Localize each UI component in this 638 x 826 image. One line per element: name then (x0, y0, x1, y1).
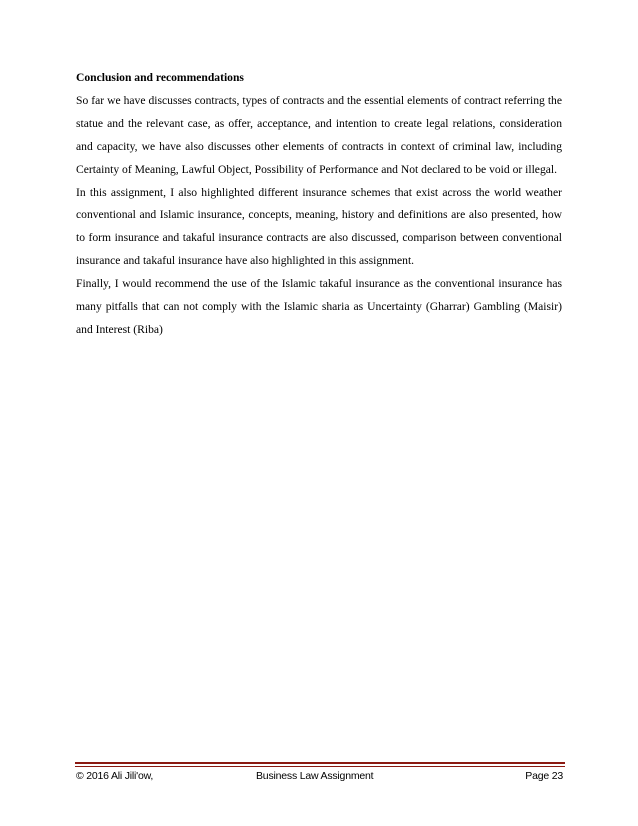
footer-divider-thin (75, 766, 565, 767)
footer-document-title: Business Law Assignment (256, 770, 374, 782)
page-body (76, 67, 562, 342)
paragraph-recommendation: Finally, I would recommend the use of the Islamic takaful insurance as the conventional insurance has many pitfalls that can not comply with the Islamic sharia as Uncertainty (Gharrar) Gambling (Maisir) and Interest (Riba) (76, 277, 562, 336)
footer-copyright: © 2016 Ali Jili'ow, (76, 770, 154, 782)
section-heading: Conclusion and recommendations (76, 71, 244, 84)
footer-page-number: Page 23 (525, 770, 563, 782)
paragraph-insurance: In this assignment, I also highlighted different insurance schemes that exist across the world weather conventional and Islamic insurance, concepts, meaning, history and definitions are also presented, how to form insurance and takaful insurance contracts are also discussed, comparison between conventional insurance and takaful insurance have also highlighted in this assignment. (76, 185, 562, 268)
paragraph-contracts: So far we have discusses contracts, types of contracts and the essential elements of contract referring the statue and the relevant case, as offer, acceptance, and intention to create legal relations, consideration and capacity, we have also discusses other elements of contracts in context of criminal law, including Certainty of Meaning, Lawful Object, Possibility of Performance and Not declared to be void or illegal. (76, 93, 562, 176)
footer-divider-thick (75, 762, 565, 764)
